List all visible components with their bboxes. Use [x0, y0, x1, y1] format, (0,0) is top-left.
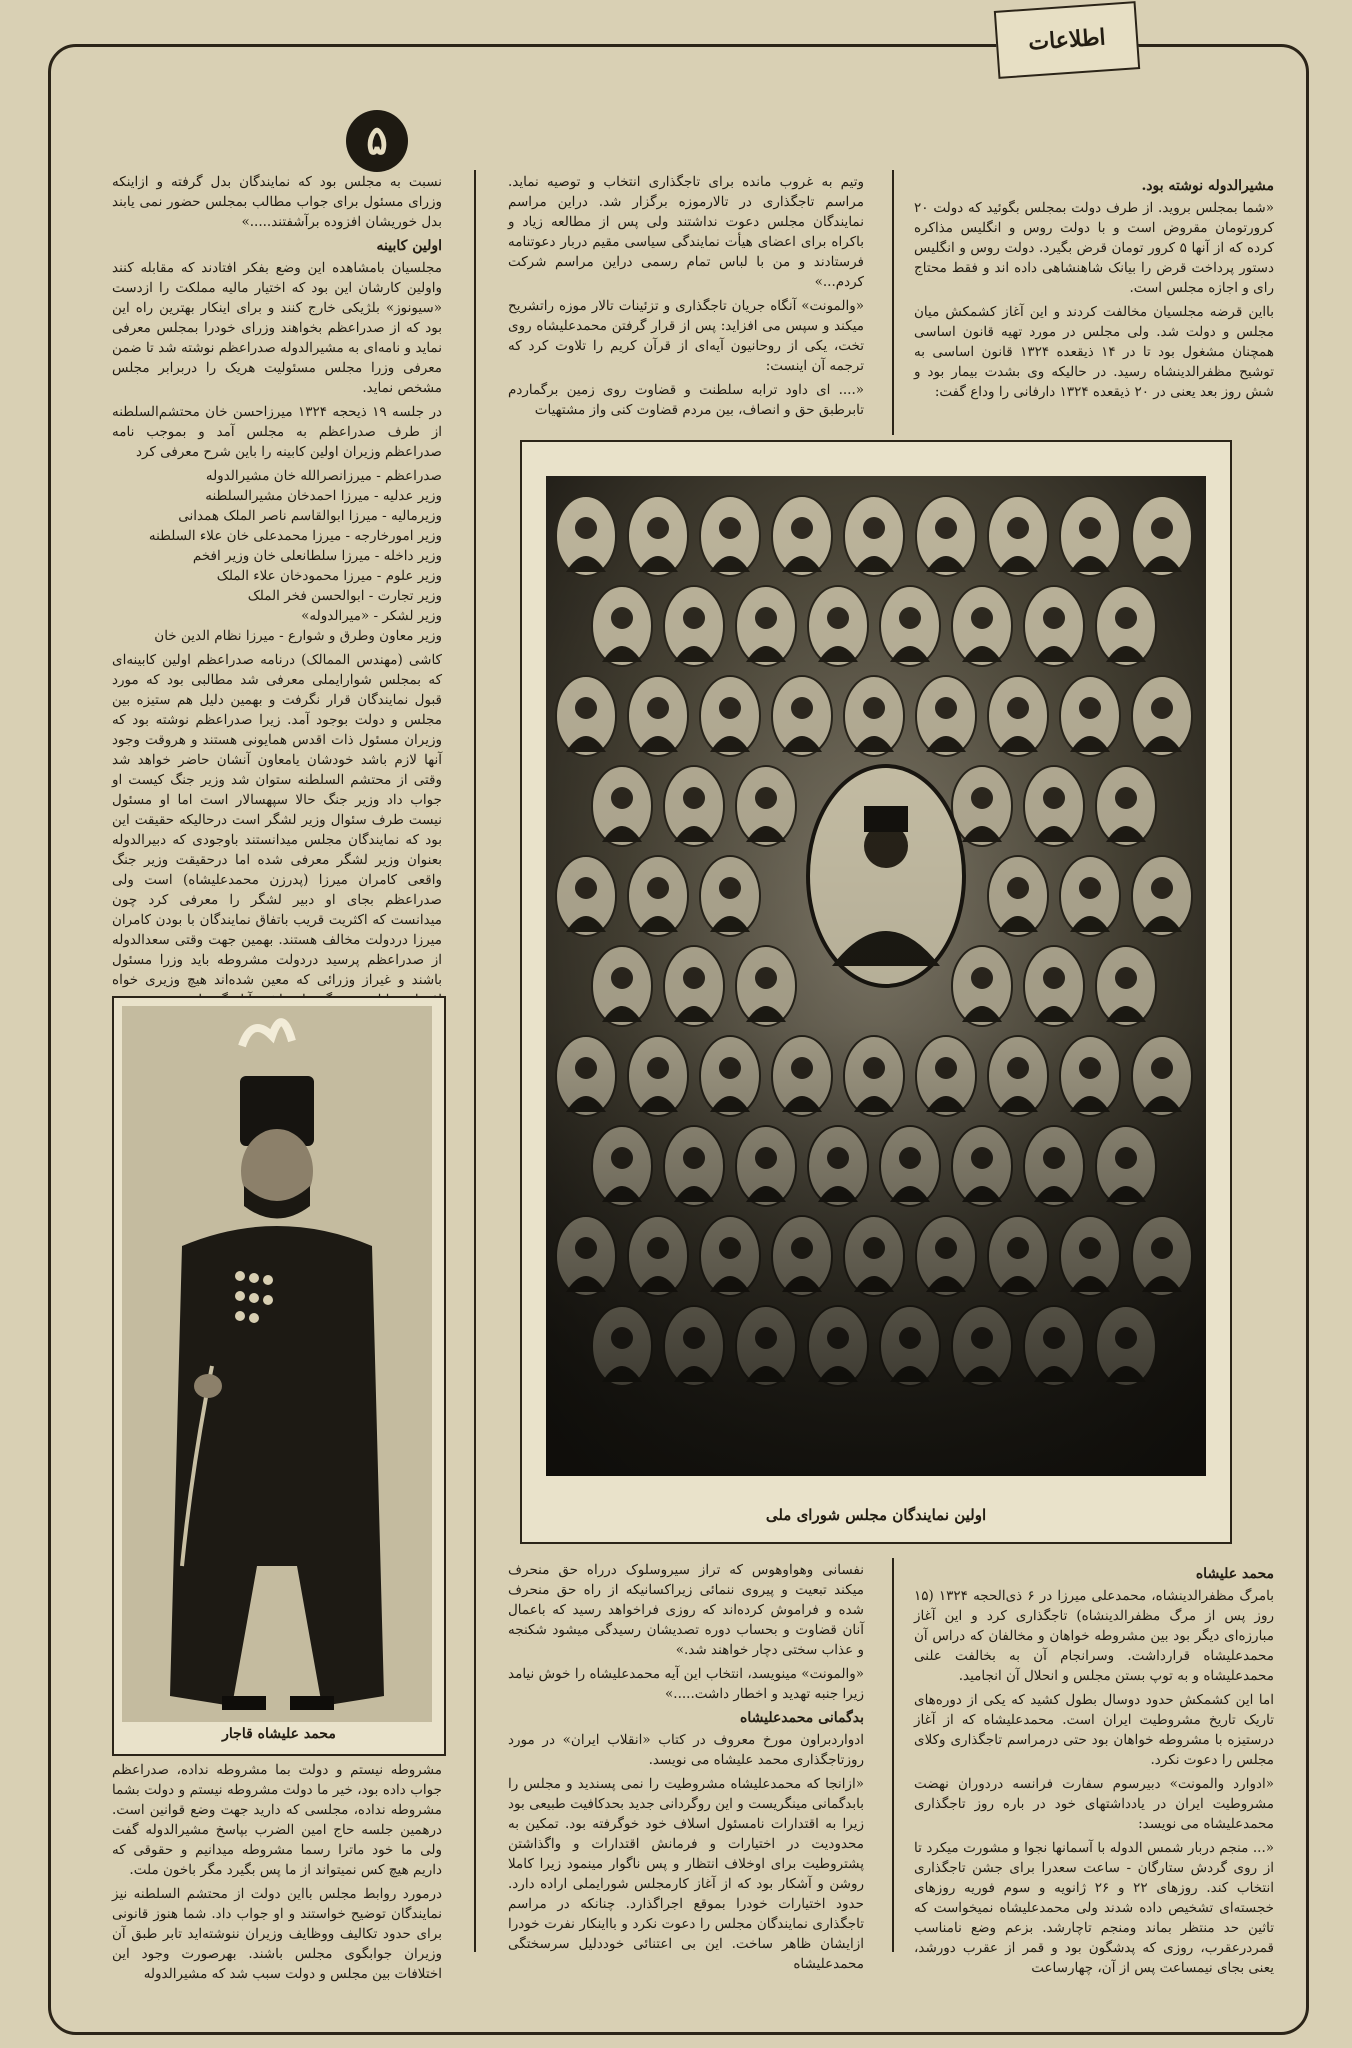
section-heading: اولین کابینه — [376, 238, 442, 254]
article-left-top — [112, 172, 442, 992]
article-right-top — [914, 172, 1274, 434]
shah-photo-frame — [112, 996, 446, 1756]
masthead-logo: اطلاعات — [994, 1, 1140, 79]
list-item: وزیرمالیه - میرزا ابوالقاسم ناصر الملک همدانی — [178, 508, 442, 524]
paragraph: «ازانجا که محمدعلیشاه مشروطیت را نمی پسندید و مجلس را بابدگمانی مینگریست و این روگردانی جدید بحدکافیت طبیعی بود زیرا به اقتدارات نامسئول اسلاف خود خوگرفته بود. تمکین به محدودیت در اختیارات و فرمانش اقتدارات و واگذاشتن پشتروطیت برای اوخلاف انتظار و پس ناگوار مینمود زیرا کاملا روشن و آشکار بود که از آغاز کارمجلس شورایملی اراده دارد. حدود اختیارات خودرا بموقع اجراگذارد. چنانکه در مراسم تاجگذاری نمایندگان مجلس را دعوت نکرد و بااینکار نفرت خودرا ازایشان ظاهر ساخت. این بی اعتنائی خوددلیل سرسختگی محمدعلیشاه — [508, 1776, 864, 1972]
article-left-bottom — [112, 1760, 442, 1982]
paragraph: بااین قرضه مجلسیان مخالفت کردند و این آغاز کشمکش میان مجلس و دولت شد. ولی مجلس در مورد تهیه قانون اساسی همچنان مشغول بود تا در ۱۴ ذیقعده ۱۳۲۴ قانون اساسی به توشیح مظفرالدینشاه رسید. در حالیکه وی بشدت بیمار بود و شش روز بعد یعنی در ۲۰ ذیقعده ۱۳۲۴ دارفانی را وداع گفت: — [914, 304, 1274, 400]
group-photo-frame — [520, 440, 1232, 1544]
column-divider — [892, 170, 894, 435]
paragraph: مشروطه نیستم و دولت بما مشروطه نداده، صدراعظم جواب داده بود، خیر ما دولت مشروطه نیستم و دولت بشما مشروطه نداده، مجلسی که دارید جهت وضع قوانین است. درهمین جلسه حاج امین الضرب بپاسخ مشیرالدوله گفت ولی ما خود ماترا رسما مشروطه میدانیم و حقوقی که داریم هیچ کس نمیتواند از ما پس بگیرد مگر باخون ملت. — [112, 1762, 442, 1878]
paragraph: «.... ای داود ترابه سلطنت و قضاوت روی زمین برگماردم تابرطبق حق و انصاف، بین مردم قضاوت کنی واز مشتهیات — [508, 382, 864, 418]
column-divider — [892, 1558, 894, 1952]
paragraph: نفسانی وهواوهوس که تراز سیروسلوک درراه حق منحرف میکند تبعیت و پیروی ننمائی زیراکسانیکه از راه حق منحرف شده و فراموش کرده‌اند که روزی فراخواهد رسید که باعمال آنان قضاوت و بحساب دوره تصدیشان رسیدگی میشود شکنجه و عذاب سختی دچار خواهند شد.» — [508, 1562, 864, 1658]
shah-photo-caption: محمد علیشاه قاجار — [222, 1726, 336, 1742]
paragraph: نسبت به مجلس بود که نمایندگان بدل گرفته و ازاینکه وزرای مسئول برای جواب مطالب بمجلس حضور نمی یابند بدل خوریشان افزوده برآشفتند.....» — [112, 174, 442, 230]
shah-photo — [122, 1006, 432, 1722]
list-item: صدراعظم - میرزانصرالله خان مشیرالدوله — [205, 468, 442, 484]
article-right-bottom — [914, 1560, 1274, 1976]
page-number: ۵ — [346, 110, 408, 172]
section-heading: محمد علیشاه — [1195, 1566, 1274, 1582]
list-item: وزیر لشکر - «میرالدوله» — [301, 608, 442, 624]
lead-line: مشیرالدوله نوشته بود. — [1141, 178, 1274, 194]
column-divider — [474, 170, 476, 1952]
group-photo — [546, 476, 1206, 1476]
paragraph: «شما بمجلس بروید. از طرف دولت بمجلس بگوئید که دولت ۲۰ کرورتومان مقروض است و با دولت روس و انگلیس مذاکره کرده که از آنها ۵ کرور تومان قرض بگیرد. دولت روس و انگلیس دستور پرداخت قرض را بیانک شاهنشاهی داده اند و فقط محتاج رای و اجازه مجلس است. — [914, 200, 1275, 296]
article-middle-top — [508, 172, 864, 434]
article-middle-bottom — [508, 1560, 864, 1972]
paragraph: «... منجم دربار شمس الدوله با آسمانها نجوا و مشورت میکرد تا از روی گردش ستارگان - ساعت سعدرا برای جشن تاجگذاری انتخاب کند. روزهای ۲۲ و ۲۶ ژانویه و سوم فوریه روزهای خجسته‌ای تشخیص داده شدند ولی محمدعلیشاه نمیخواست که تاثین حد منتظر بماند ومنجم تاچارشد. بزعم وضع نامناسب قمردرعقرب، روزی که پدشگون بود و قمر از عقرب دورشد، یعنی بجای نیمساعت پس از آن، چهارساعت — [914, 1840, 1274, 1976]
paragraph: درمورد روابط مجلس بااین دولت از محتشم السلطنه نیز نمایندگان توضیح خواستند و او جواب داد. شما هنوز قانونی برای حدود تکالیف ووظایف وزیران ننوشته‌اید تابر طبق آن وزیران جوابگوی مجلس باشند. بهرصورت وجود این اختلافات بین مجلس و دولت سبب شد که مشیرالدوله — [112, 1886, 442, 1982]
paragraph: «والمونت» آنگاه جریان تاجگذاری و تزئینات تالار موزه راتشریح میکند و سپس می افزاید: پس از قرار گرفتن محمدعلیشاه روی تخت، یکی از روحانیون آیه‌ای از قرآن کریم را تلاوت کرد که ترجمه آن اینست: — [508, 298, 864, 374]
paragraph: بامرگ مظفرالدینشاه، محمدعلی میرزا در ۶ ذی‌الحجه ۱۳۲۴ (۱۵ روز پس از مرگ مظفرالدینشاه) تاجگذاری کرد و این آغاز مبارزه‌ای دیگر بود بین مشروطه خواهان و مخالفان که دراس آن محمدعلیشاه قرارداشت. وسرانجام آن به بخالفت علنی محمدعلیشاه و به توپ بستن مجلس و انحلال آن انجامید. — [914, 1588, 1274, 1684]
paragraph: «والمونت» مینویسد، انتخاب این آیه محمدعلیشاه را خوش نیامد زیرا جنبه تهدید و اخطار داشت.....» — [508, 1666, 864, 1702]
shah-portrait-image — [122, 1006, 432, 1722]
list-item: وزیر معاون وطرق و شوارع - میرزا نظام الدین خان — [154, 628, 442, 644]
list-item: وزیر امورخارجه - میرزا محمدعلی خان علاء السلطنه — [148, 528, 442, 544]
list-item: وزیر داخله - میرزا سلطانعلی خان وزیر افخم — [192, 548, 442, 564]
list-item: وزیر عدلیه - میرزا احمدخان مشیرالسلطنه — [205, 488, 442, 504]
paragraph: «ادوارد والمونت» دبیرسوم سفارت فرانسه دردوران نهضت مشروطیت ایران در یادداشتهای خود در باره روز تاجگذاری محمدعلیشاه می نویسد: — [914, 1776, 1274, 1832]
list-item: وزیر تجارت - ابوالحسن فخر الملک — [247, 588, 442, 604]
ministers-list — [112, 466, 442, 646]
paragraph: ادواردبراون مورخ معروف در کتاب «انقلاب ایران» در مورد روزتاجگذاری محمد علیشاه می نویسد. — [508, 1732, 864, 1768]
paragraph: در جلسه ۱۹ ذیحجه ۱۳۲۴ میرزاحسن خان محتشم‌السلطنه از طرف صدراعظم به مجلس آمد و بموجب نامه صدراعظم وزیران اولین کابینه را باین شرح معرفی کرد — [112, 404, 442, 460]
group-photo-caption: اولین نمایندگان مجلس شورای ملی — [765, 1506, 987, 1524]
group-photo-image — [546, 476, 1206, 1476]
paragraph: اما این کشمکش حدود دوسال بطول کشید که یکی از دوره‌های تاریک تاریخ مشروطیت ایران است. محمدعلیشاه که از آغاز درستیزه با مشروطه خواهان بود حتی درمراسم تاجگذاری وکلای مجلس را دعوت نکرد. — [914, 1692, 1274, 1768]
paragraph: کاشی (مهندس الممالک) درنامه صدراعظم اولین کابینه‌ای که بمجلس شوارایملی معرفی شد مطالبی بود که مورد قبول نمایندگان قرار نگرفت و بهمین دلیل هم ستیزه بین مجلس و دولت بوجود آمد. زیرا صدراعظم نوشته بود که وزیران مسئول ذات اقدس همایونی هستند و هروقت وجود آنها لازم باشد خودشان یامعاون آنشان حاضر خواهد شد وقتی از محتشم السلطنه ستوان شد وزیر جنگ کیست او جواب داد وزیر جنگ حالا سپهسالار است اما او مسئول نیست طرف سئوال وزیر لشگر است درحالیکه حقیقت این بود که نمایندگان مجلس میدانستند باوجودی که دبیرالدوله بعنوان وزیر لشگر معرفی شده اما درحقیقت وزیر جنگ واقعی کامران میرزا (پدرزن محمدعلیشاه) است ولی صدراعظم بجای او دبیر لشگر را معرفی کرد چون میدانست که اکثریت قریب باتفاق نمایندگان با بودن کامران میرزا دردولت مخالف هستند. بهمین جهت وقتی سعدالدوله از صدراعظم پرسید دردولت مشروطه باید وزرا مسئول باشند و غیراز وزرائی که معین شده‌اند هیچ وزیری خواه — [112, 652, 442, 988]
list-item: وزیر علوم - میرزا محمودخان علاء الملک — [216, 568, 442, 584]
section-heading: بدگمانی محمدعلیشاه — [740, 1710, 864, 1726]
paragraph: مجلسیان بامشاهده این وضع بفکر افتادند که مقابله کنند واولین کارشان این بود که اختیار مالیه مملکت را ازدست «سیونوز» بلژیکی خارج کنند و برای اینکار بهترین راه این بود که از صدراعظم بخواهند وزرای خودرا بمجلس معرفی نماید و نامه‌ای به مشیرالدوله صدراعظم نوشته شد تا ضمن معرفی وزرا مجلس مسئولیت هریک را دربرابر مجلس مشخص نماید. — [112, 260, 442, 396]
paragraph: وتیم به غروب مانده برای تاجگذاری انتخاب و توصیه نماید. مراسم تاجگذاری در تالارموزه برگزار شد. دراین مراسم نمایندگان مجلس دعوت نداشتند ولی پس از مطالعه زیاد و باکراه برای اعضای هیأت نمایندگی سیاسی مقیم دربار دعوتنامه فرستادند و من با لباس تمام رسمی دراین مراسم شرکت کردم...» — [508, 174, 864, 290]
